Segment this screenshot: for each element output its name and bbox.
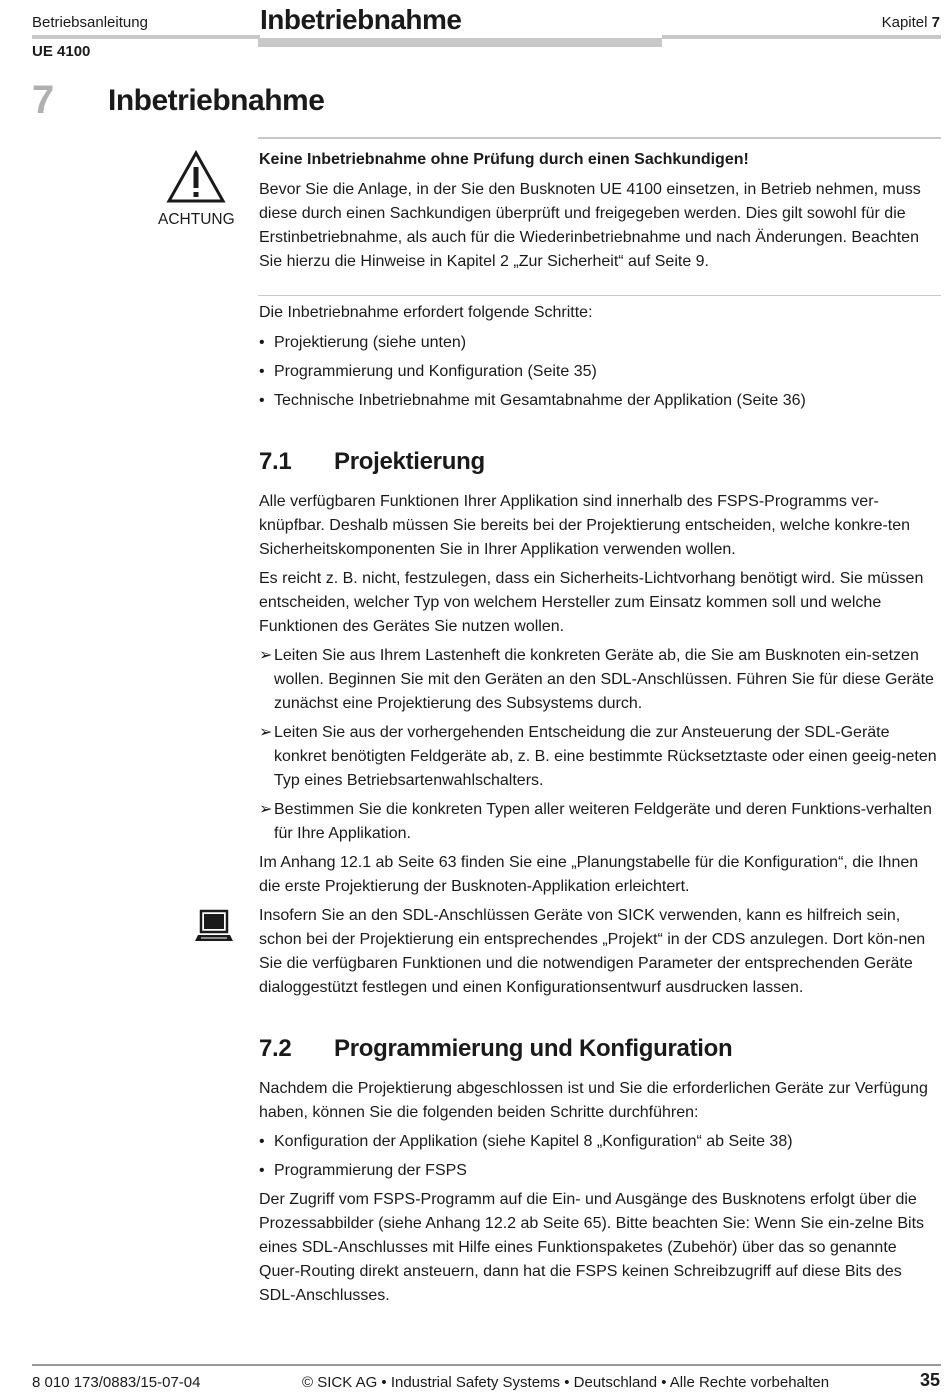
section-title: Programmierung und Konfiguration bbox=[334, 1035, 733, 1062]
chapter-divider bbox=[258, 137, 941, 139]
warning-label: ACHTUNG bbox=[158, 211, 235, 228]
paragraph: Es reicht z. B. nicht, festzulegen, dass ein Sicherheits-Lichtvorhang benötigt wird. Sie müssen entscheiden, welcher Typ von welchem Hersteller zum Einsatz kommen soll und welche Funktionen des Gerätes Sie nutzen wollen. bbox=[259, 570, 924, 635]
footer-copyright: © SICK AG • Industrial Safety Systems • Deutschland • Alle Rechte vorbehalten bbox=[302, 1374, 830, 1391]
step-text: Leiten Sie aus Ihrem Lastenheft die konkreten Geräte ab, die Sie am Busknoten ein-setzen wollen. Beginnen Sie mit den Geräten an den SDL-Anschlüssen. Führen Sie für diese Geräte zunächst eine Projektierung des Subsystems durch. bbox=[274, 647, 934, 712]
warning-block bbox=[259, 148, 941, 274]
footer-doc-number: 8 010 173/0883/15-07-04 bbox=[32, 1374, 201, 1391]
step-text: Leiten Sie aus der vorhergehenden Entscheidung die zur Ansteuerung der SDL-Geräte konkret benötigten Feldgeräte ab, z. B. eine bestimmte Rücksetztaste oder einen geeig-neten Typ eines Betriebsartenwahlschalters. bbox=[274, 724, 937, 789]
paragraph: Alle verfügbaren Funktionen Ihrer Applikation sind innerhalb des FSPS-Programms ver-knüpfbar. Deshalb müssen Sie bereits bei der Projektierung entscheiden, welche konkre-ten Sicherheitskomponenten Sie in Ihrer Applikation verwenden wollen. bbox=[259, 493, 911, 558]
section-number: 7.2 bbox=[259, 1035, 292, 1062]
paragraph: Insofern Sie an den SDL-Anschlüssen Geräte von SICK verwenden, kann es hilfreich sein, schon bei der Projektierung ein entsprechendes „Projekt“ in der CDS anzulegen. Dort kön-nen Sie die verfügbaren Funktionen und die notwendigen Parameter der entsprechenden Geräte dialoggestützt festlegen und einen Konfigurationsentwurf ausdrucken lassen. bbox=[259, 907, 926, 996]
footer-rule bbox=[32, 1364, 941, 1366]
chapter-title: Inbetriebnahme bbox=[108, 84, 325, 117]
step-item bbox=[259, 721, 941, 793]
list-item: • Programmierung der FSPS bbox=[259, 1159, 941, 1183]
header-doc-type: Betriebsanleitung bbox=[32, 14, 148, 31]
list-item: • Projektierung (siehe unten) bbox=[259, 331, 941, 355]
header-chapter-number: 7 bbox=[931, 14, 940, 31]
header-running-title: Inbetriebnahme bbox=[260, 4, 462, 35]
section-title: Projektierung bbox=[334, 448, 485, 475]
intro-text: Die Inbetriebnahme erfordert folgende Schritte: bbox=[259, 304, 593, 321]
section-heading bbox=[259, 1035, 732, 1063]
list-item: • Programmierung und Konfiguration (Seite 35) bbox=[259, 360, 941, 384]
section-heading bbox=[259, 448, 485, 476]
warning-triangle-icon bbox=[166, 150, 226, 204]
paragraph: Nachdem die Projektierung abgeschlossen ist und Sie die erforderlichen Geräte zur Verfügung haben, können Sie die folgenden beiden Schritte durchführen: bbox=[259, 1080, 928, 1121]
step-item bbox=[259, 644, 941, 716]
header-rule-left bbox=[32, 35, 260, 39]
warning-heading: Keine Inbetriebnahme ohne Prüfung durch einen Sachkundigen! bbox=[259, 151, 749, 168]
warning-text: Bevor Sie die Anlage, in der Sie den Busknoten UE 4100 einsetzen, in Betrieb nehmen, muss diese durch einen Sachkundigen überprüft und freigegeben werden. Dies gilt sowohl für die Erstinbetriebnahme, als auch für die Wiederinbetriebnahme und nach Änderungen. Beachten Sie hierzu die Hinweise in Kapitel 2 „Zur Sicherheit“ auf Seite 9. bbox=[259, 181, 921, 270]
arrow-icon: ➢ bbox=[259, 647, 273, 664]
section-2-body bbox=[259, 1077, 941, 1308]
footer-page-number: 35 bbox=[919, 1370, 940, 1390]
arrow-icon: ➢ bbox=[259, 724, 273, 741]
paragraph: Im Anhang 12.1 ab Seite 63 finden Sie eine „Planungstabelle für die Konfiguration“, die Ihnen die erste Projektierung der Busknoten-Applikation erleichtert. bbox=[259, 854, 919, 895]
arrow-icon: ➢ bbox=[259, 801, 273, 818]
chapter-number: 7 bbox=[32, 78, 55, 122]
warning-divider bbox=[258, 295, 941, 296]
header-rule-right bbox=[662, 35, 941, 39]
step-item bbox=[259, 798, 941, 846]
header-chapter-label: Kapitel bbox=[881, 14, 928, 31]
step-text: Bestimmen Sie die konkreten Typen aller weiteren Feldgeräte und deren Funktions-verhalten für Ihre Applikation. bbox=[274, 801, 932, 842]
header-rule-title bbox=[258, 38, 662, 47]
list-item: • Technische Inbetriebnahme mit Gesamtabnahme der Applikation (Seite 36) bbox=[259, 389, 941, 413]
header-chapter bbox=[882, 14, 940, 31]
section-1-body bbox=[259, 490, 941, 1000]
section-number: 7.1 bbox=[259, 448, 292, 475]
paragraph: Der Zugriff vom FSPS-Programm auf die Ein- und Ausgänge des Busknotens erfolgt über die Prozessabbilder (siehe Anhang 12.2 ab Seite 65). Bitte beachten Sie: Wenn Sie ein-zelne Bits eines SDL-Anschlusses mit Hilfe eines Funktionspaketes (Zubehör) über das so genannte Quer-Routing direkt ansteuern, dann hat die FSPS keinen Schreibzugriff auf diese Bits des SDL-Anschlusses. bbox=[259, 1191, 925, 1304]
list-item: • Konfiguration der Applikation (siehe Kapitel 8 „Konfiguration“ ab Seite 38) bbox=[259, 1130, 941, 1154]
header-product: UE 4100 bbox=[32, 43, 91, 60]
intro-block bbox=[259, 301, 941, 418]
laptop-icon bbox=[195, 908, 235, 944]
